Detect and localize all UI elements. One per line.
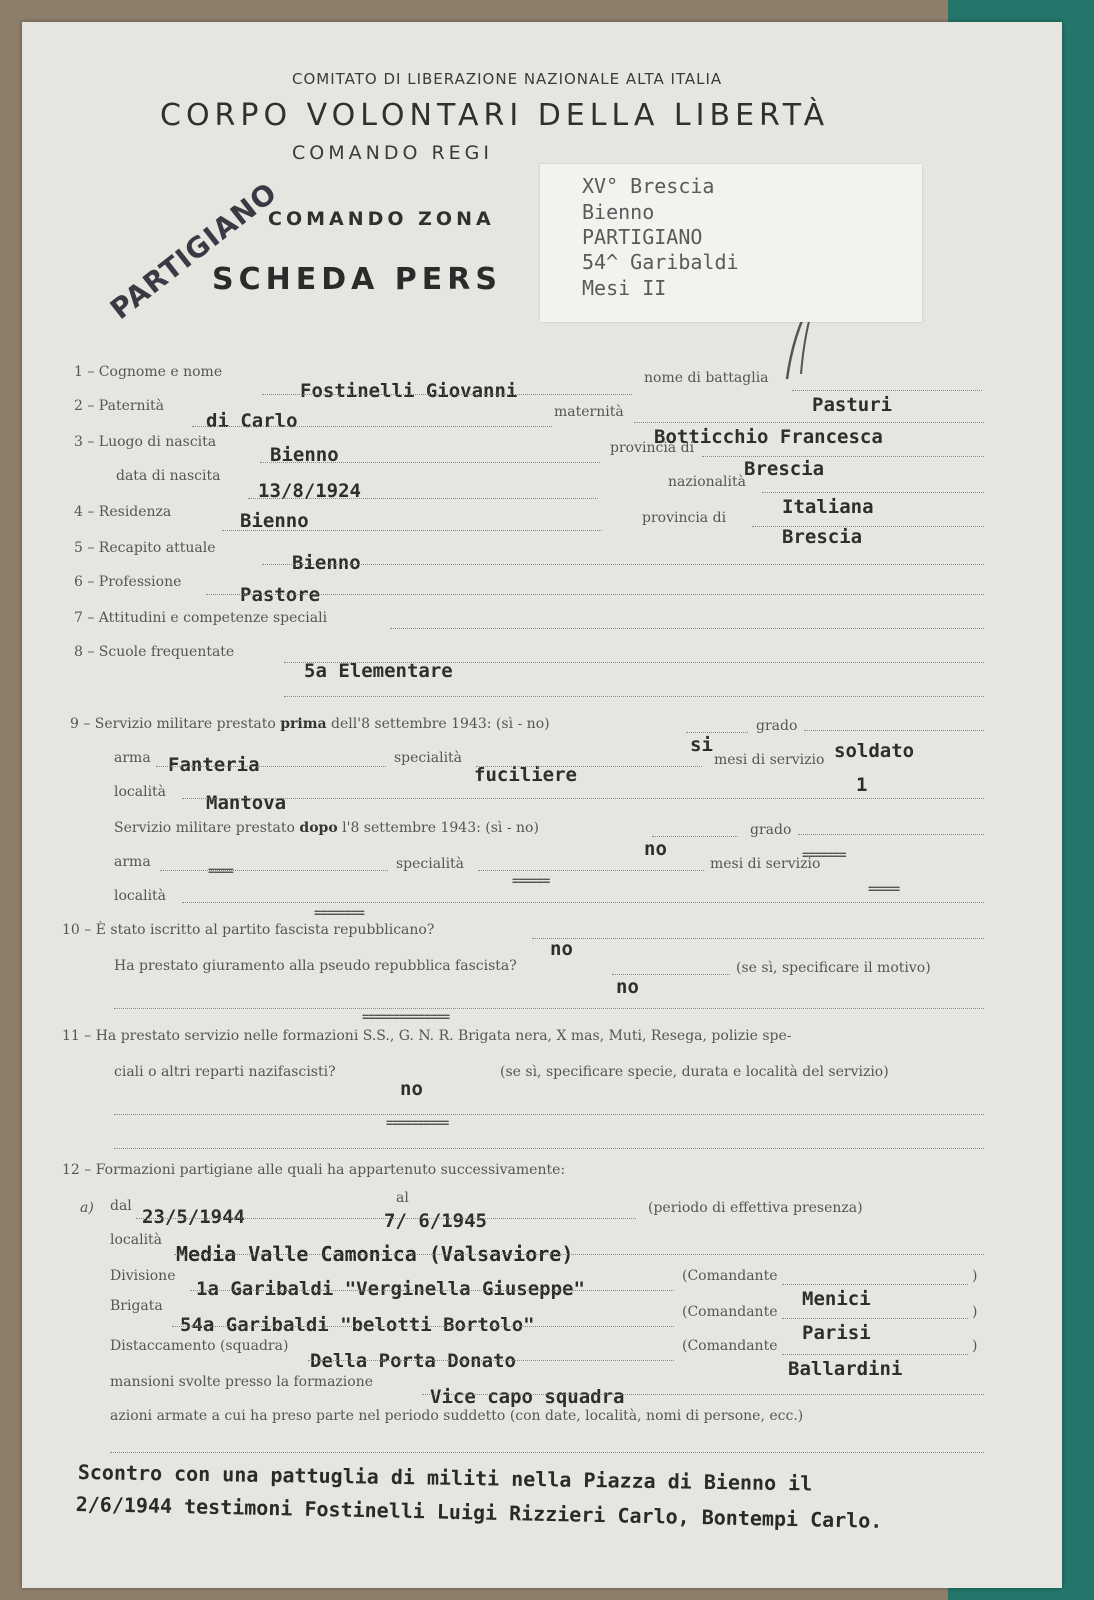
label-brigade: Brigata	[110, 1298, 163, 1314]
value-birthplace: Bienno	[270, 444, 339, 466]
value-arm-after: ====	[208, 864, 233, 878]
value-oath-line: ==============	[362, 1010, 450, 1024]
label-grade-after: grado	[750, 822, 792, 838]
partigiano-stamp: PARTIGIANO	[104, 175, 284, 327]
label-close-paren-1: )	[972, 1268, 978, 1284]
label-birthplace: 3 – Luogo di nascita	[74, 434, 217, 450]
value-squad: Della Porta Donato	[310, 1350, 516, 1372]
card-line-status: PARTIGIANO	[582, 225, 703, 249]
value-brigade: 54a Garibaldi "belotti Bortolo"	[180, 1314, 535, 1336]
label-nazi-units-note: (se sì, specificare specie, durata e località del servizio)	[500, 1064, 889, 1080]
value-maternity-fullname: Botticchio Francesca	[654, 426, 883, 448]
label-to: al	[396, 1190, 409, 1206]
value-specialty-after: ======	[512, 874, 550, 888]
label-paternity: 2 – Paternità	[74, 398, 165, 414]
label-oath-note: (se sì, specificare il motivo)	[736, 960, 931, 976]
label-close-paren-2: )	[972, 1304, 978, 1320]
label-armed-actions: azioni armate a cui ha preso parte nel periodo suddetto (con date, località, nomi di persone, ecc.)	[110, 1408, 804, 1424]
value-armed-actions-line2: 2/6/1944 testimoni Fostinelli Luigi Rizzieri Carlo, Bontempi Carlo.	[75, 1492, 883, 1533]
label-schools: 8 – Scuole frequentate	[74, 644, 235, 660]
header-corps: CORPO VOLONTARI DELLA LIBERTÀ	[160, 98, 830, 133]
label-division: Divisione	[110, 1268, 176, 1284]
label-military-after: Servizio militare prestato dopo l'8 settembre 1943: (sì - no)	[114, 820, 539, 836]
label-squad: Distaccamento (squadra)	[110, 1338, 289, 1354]
label-brigade-commander: (Comandante	[682, 1304, 778, 1320]
label-military-before: 9 – Servizio militare prestato prima dell'8 settembre 1943: (sì - no)	[70, 716, 550, 732]
value-oath-answer: no	[616, 976, 639, 998]
label-arm-before: arma	[114, 750, 151, 766]
label-division-commander: (Comandante	[682, 1268, 778, 1284]
value-schools: 5a Elementare	[304, 660, 453, 682]
value-arm-before: Fanteria	[168, 754, 260, 776]
value-fascist-party-answer: no	[550, 938, 573, 960]
label-oath-question: Ha prestato giuramento alla pseudo repubblica fascista?	[114, 958, 517, 974]
label-grade-before: grado	[756, 718, 798, 734]
label-fascist-party-question: 10 – È stato iscritto al partito fascista repubblicano?	[62, 922, 435, 938]
value-location-after: ========	[314, 906, 364, 920]
value-brigade-commander: Parisi	[802, 1322, 871, 1344]
label-location-after: località	[114, 888, 167, 904]
label-birth-province: provincia di	[610, 440, 695, 456]
value-birth-province: Brescia	[744, 458, 825, 480]
value-specialty-before: fuciliere	[474, 764, 577, 786]
value-grade-before: soldato	[834, 740, 915, 762]
card-line-town: Bienno	[582, 200, 655, 224]
label-birth-date: data di nascita	[116, 468, 221, 484]
header-zone-command: COMANDO ZONA	[268, 208, 495, 230]
label-nationality: nazionalità	[668, 474, 746, 490]
value-nazi-units-line: ==========	[386, 1116, 449, 1130]
value-profession: Pastore	[240, 584, 321, 606]
label-period-note: (periodo di effettiva presenza)	[648, 1200, 863, 1216]
value-nationality: Italiana	[782, 496, 874, 518]
value-to-date: 7/ 6/1945	[384, 1210, 487, 1232]
value-squad-commander: Ballardini	[788, 1358, 903, 1380]
label-formation-location: località	[110, 1232, 163, 1248]
value-current-address: Bienno	[292, 552, 361, 574]
card-line-months: Mesi II	[582, 276, 667, 300]
value-duties: Vice capo squadra	[430, 1386, 625, 1408]
card-line-zone: XV° Brescia	[582, 174, 715, 198]
label-specialty-before: specialità	[394, 750, 463, 766]
value-months-after: =======	[802, 848, 846, 862]
pasted-label-card	[540, 164, 922, 322]
label-nazi-units-question: 11 – Ha prestato servizio nelle formazioni S.S., G. N. R. Brigata nera, X mas, Muti, Resega, polizie spe-	[62, 1028, 792, 1044]
value-months-before: 1	[856, 774, 868, 796]
value-nazi-units-answer: no	[400, 1078, 423, 1100]
value-paternity: di Carlo	[206, 410, 298, 432]
document-sheet	[22, 22, 1062, 1588]
label-months-after: mesi di servizio	[710, 856, 821, 872]
label-nazi-units-question-cont: ciali o altri reparti nazifascisti?	[114, 1064, 336, 1080]
value-from-date: 23/5/1944	[142, 1206, 245, 1228]
header-regional-command: COMANDO REGI	[292, 142, 493, 164]
value-formation-location: Media Valle Camonica (Valsaviore)	[176, 1242, 574, 1266]
label-special-skills: 7 – Attitudini e competenze speciali	[74, 610, 328, 626]
label-battle-name: nome di battaglia	[644, 370, 769, 386]
label-maternity: maternità	[554, 404, 624, 420]
value-residence-province: Brescia	[782, 526, 863, 548]
value-armed-actions-line1: Scontro con una pattuglia di militi nella Piazza di Bienno il	[77, 1460, 813, 1496]
label-months-before: mesi di servizio	[714, 752, 825, 768]
label-partisan-formations: 12 – Formazioni partigiane alle quali ha appartenuto successivamente:	[62, 1162, 566, 1178]
label-close-paren-3: )	[972, 1338, 978, 1354]
label-specialty-after: specialità	[396, 856, 465, 872]
card-line-brigade: 54^ Garibaldi	[582, 250, 739, 274]
label-surname-name: 1 – Cognome e nome	[74, 364, 223, 380]
value-residence: Bienno	[240, 510, 309, 532]
label-squad-commander: (Comandante	[682, 1338, 778, 1354]
value-maternity-surname: Pasturi	[812, 394, 893, 416]
label-current-address: 5 – Recapito attuale	[74, 540, 216, 556]
header-sheet-title: SCHEDA PERS	[212, 262, 502, 297]
label-location-before: località	[114, 784, 167, 800]
label-from: dal	[110, 1198, 132, 1214]
value-location-before: Mantova	[206, 792, 287, 814]
value-surname-name: Fostinelli Giovanni	[300, 380, 518, 402]
label-residence: 4 – Residenza	[74, 504, 172, 520]
label-profession: 6 – Professione	[74, 574, 182, 590]
value-extra-after: =====	[868, 882, 900, 896]
value-served-before: si	[690, 734, 713, 756]
value-birth-date: 13/8/1924	[258, 480, 361, 502]
label-arm-after: arma	[114, 854, 151, 870]
value-division-commander: Menici	[802, 1288, 871, 1310]
header-committee: COMITATO DI LIBERAZIONE NAZIONALE ALTA ITALIA	[292, 70, 723, 88]
label-duties: mansioni svolte presso la formazione	[110, 1374, 374, 1390]
value-served-after: no	[644, 838, 667, 860]
label-residence-province: provincia di	[642, 510, 727, 526]
label-item-a: a)	[80, 1200, 94, 1216]
value-division: 1a Garibaldi "Verginella Giuseppe"	[196, 1278, 585, 1300]
